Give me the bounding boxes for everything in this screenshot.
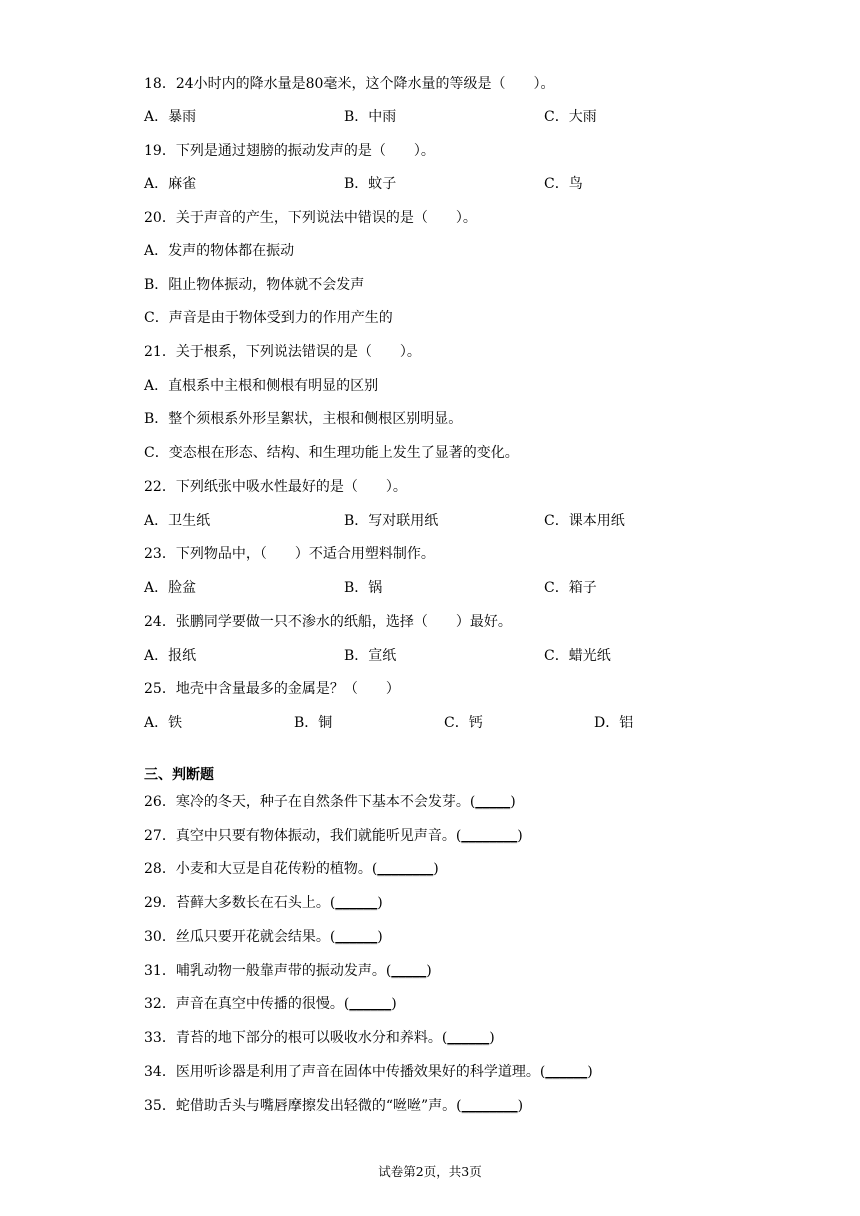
answer-blank[interactable]: _____ [475, 794, 511, 810]
tf-close: ) [426, 963, 432, 979]
answer-blank[interactable]: ________ [461, 828, 518, 844]
tf-question-33 [144, 1028, 495, 1048]
tf-question-32 [144, 994, 397, 1014]
tf-text: 26．寒冷的冬天，种子在自然条件下基本不会发芽。( [144, 794, 476, 810]
option-19-c: C．鸟 [544, 176, 583, 192]
question-24: 24．张鹏同学要做一只不渗水的纸船，选择（ ）最好。 [144, 614, 512, 630]
tf-text: 32．声音在真空中传播的很慢。( [144, 996, 350, 1012]
tf-close: ) [517, 828, 523, 844]
answer-blank[interactable]: ______ [545, 1064, 588, 1080]
option-22-c: C．课本用纸 [544, 513, 625, 529]
tf-question-26 [144, 792, 516, 812]
option-21-c: C．变态根在形态、结构、和生理功能上发生了显著的变化。 [144, 445, 519, 461]
answer-blank[interactable]: ______ [335, 895, 378, 911]
option-25-a: A．铁 [144, 715, 183, 731]
option-21-a: A．直根系中主根和侧根有明显的区别 [144, 378, 379, 394]
option-22-a: A．卫生纸 [144, 513, 211, 529]
option-20-c: C．声音是由于物体受到力的作用产生的 [144, 310, 393, 326]
answer-blank[interactable]: ______ [447, 1030, 490, 1046]
section-title-true-false: 三、判断题 [144, 767, 214, 783]
tf-text: 33．青苔的地下部分的根可以吸收水分和养料。( [144, 1030, 448, 1046]
option-19-b: B．蚊子 [344, 176, 397, 192]
question-21: 21．关于根系，下列说法错误的是（ ）。 [144, 344, 421, 360]
tf-text: 34．医用听诊器是利用了声音在固体中传播效果好的科学道理。( [144, 1064, 546, 1080]
question-25: 25．地壳中含量最多的金属是？（ ） [144, 681, 400, 697]
page-footer: 试卷第2页，共3页 [378, 1164, 482, 1179]
tf-question-34 [144, 1062, 593, 1082]
option-25-b: B．铜 [294, 715, 333, 731]
question-19: 19．下列是通过翅膀的振动发声的是（ ）。 [144, 143, 435, 159]
option-23-b: B．锅 [344, 580, 383, 596]
option-18-b: B．中雨 [344, 109, 397, 125]
option-24-c: C．蜡光纸 [544, 648, 611, 664]
tf-close: ) [391, 996, 397, 1012]
tf-question-35 [144, 1096, 523, 1116]
question-22: 22．下列纸张中吸水性最好的是（ ）。 [144, 479, 407, 495]
tf-close: ) [510, 794, 516, 810]
option-18-a: A．暴雨 [144, 109, 197, 125]
answer-blank[interactable]: ________ [461, 1098, 518, 1114]
answer-blank[interactable]: _____ [391, 963, 427, 979]
answer-blank[interactable]: ______ [349, 996, 392, 1012]
option-22-b: B．写对联用纸 [344, 513, 439, 529]
option-20-a: A．发声的物体都在振动 [144, 243, 295, 259]
option-23-c: C．箱子 [544, 580, 597, 596]
answer-blank[interactable]: ______ [335, 929, 378, 945]
tf-close: ) [517, 1098, 524, 1114]
tf-text: 29．苔藓大多数长在石头上。( [144, 895, 336, 911]
tf-question-29 [144, 893, 383, 913]
tf-text: 35．蛇借助舌头与嘴唇摩擦发出轻微的“咝咝”声。( [144, 1098, 462, 1114]
option-25-d: D．铝 [594, 715, 634, 731]
option-25-c: C．钙 [444, 715, 483, 731]
question-20: 20．关于声音的产生，下列说法中错误的是（ ）。 [144, 210, 477, 226]
option-21-b: B．整个须根系外形呈絮状，主根和侧根区别明显。 [144, 411, 463, 427]
option-24-b: B．宣纸 [344, 648, 397, 664]
option-18-c: C．大雨 [544, 109, 597, 125]
tf-close: ) [377, 895, 383, 911]
tf-question-31 [144, 961, 432, 981]
tf-question-30 [144, 927, 383, 947]
question-18: 18．24小时内的降水量是80毫米，这个降水量的等级是（ ）。 [144, 76, 555, 92]
question-23: 23．下列物品中，（ ）不适合用塑料制作。 [144, 546, 435, 562]
tf-text: 27．真空中只要有物体振动，我们就能听见声音。( [144, 828, 462, 844]
answer-blank[interactable]: ________ [377, 861, 434, 877]
tf-text: 30．丝瓜只要开花就会结果。( [144, 929, 336, 945]
tf-close: ) [377, 929, 383, 945]
tf-question-28 [144, 859, 439, 879]
tf-close: ) [587, 1064, 593, 1080]
tf-close: ) [489, 1030, 495, 1046]
option-19-a: A．麻雀 [144, 176, 197, 192]
option-24-a: A．报纸 [144, 648, 197, 664]
tf-question-27 [144, 826, 523, 846]
tf-close: ) [433, 861, 439, 877]
tf-text: 31．哺乳动物一般靠声带的振动发声。( [144, 963, 392, 979]
tf-text: 28．小麦和大豆是自花传粉的植物。( [144, 861, 378, 877]
option-20-b: B．阻止物体振动，物体就不会发声 [144, 277, 365, 293]
option-23-a: A．脸盆 [144, 580, 197, 596]
